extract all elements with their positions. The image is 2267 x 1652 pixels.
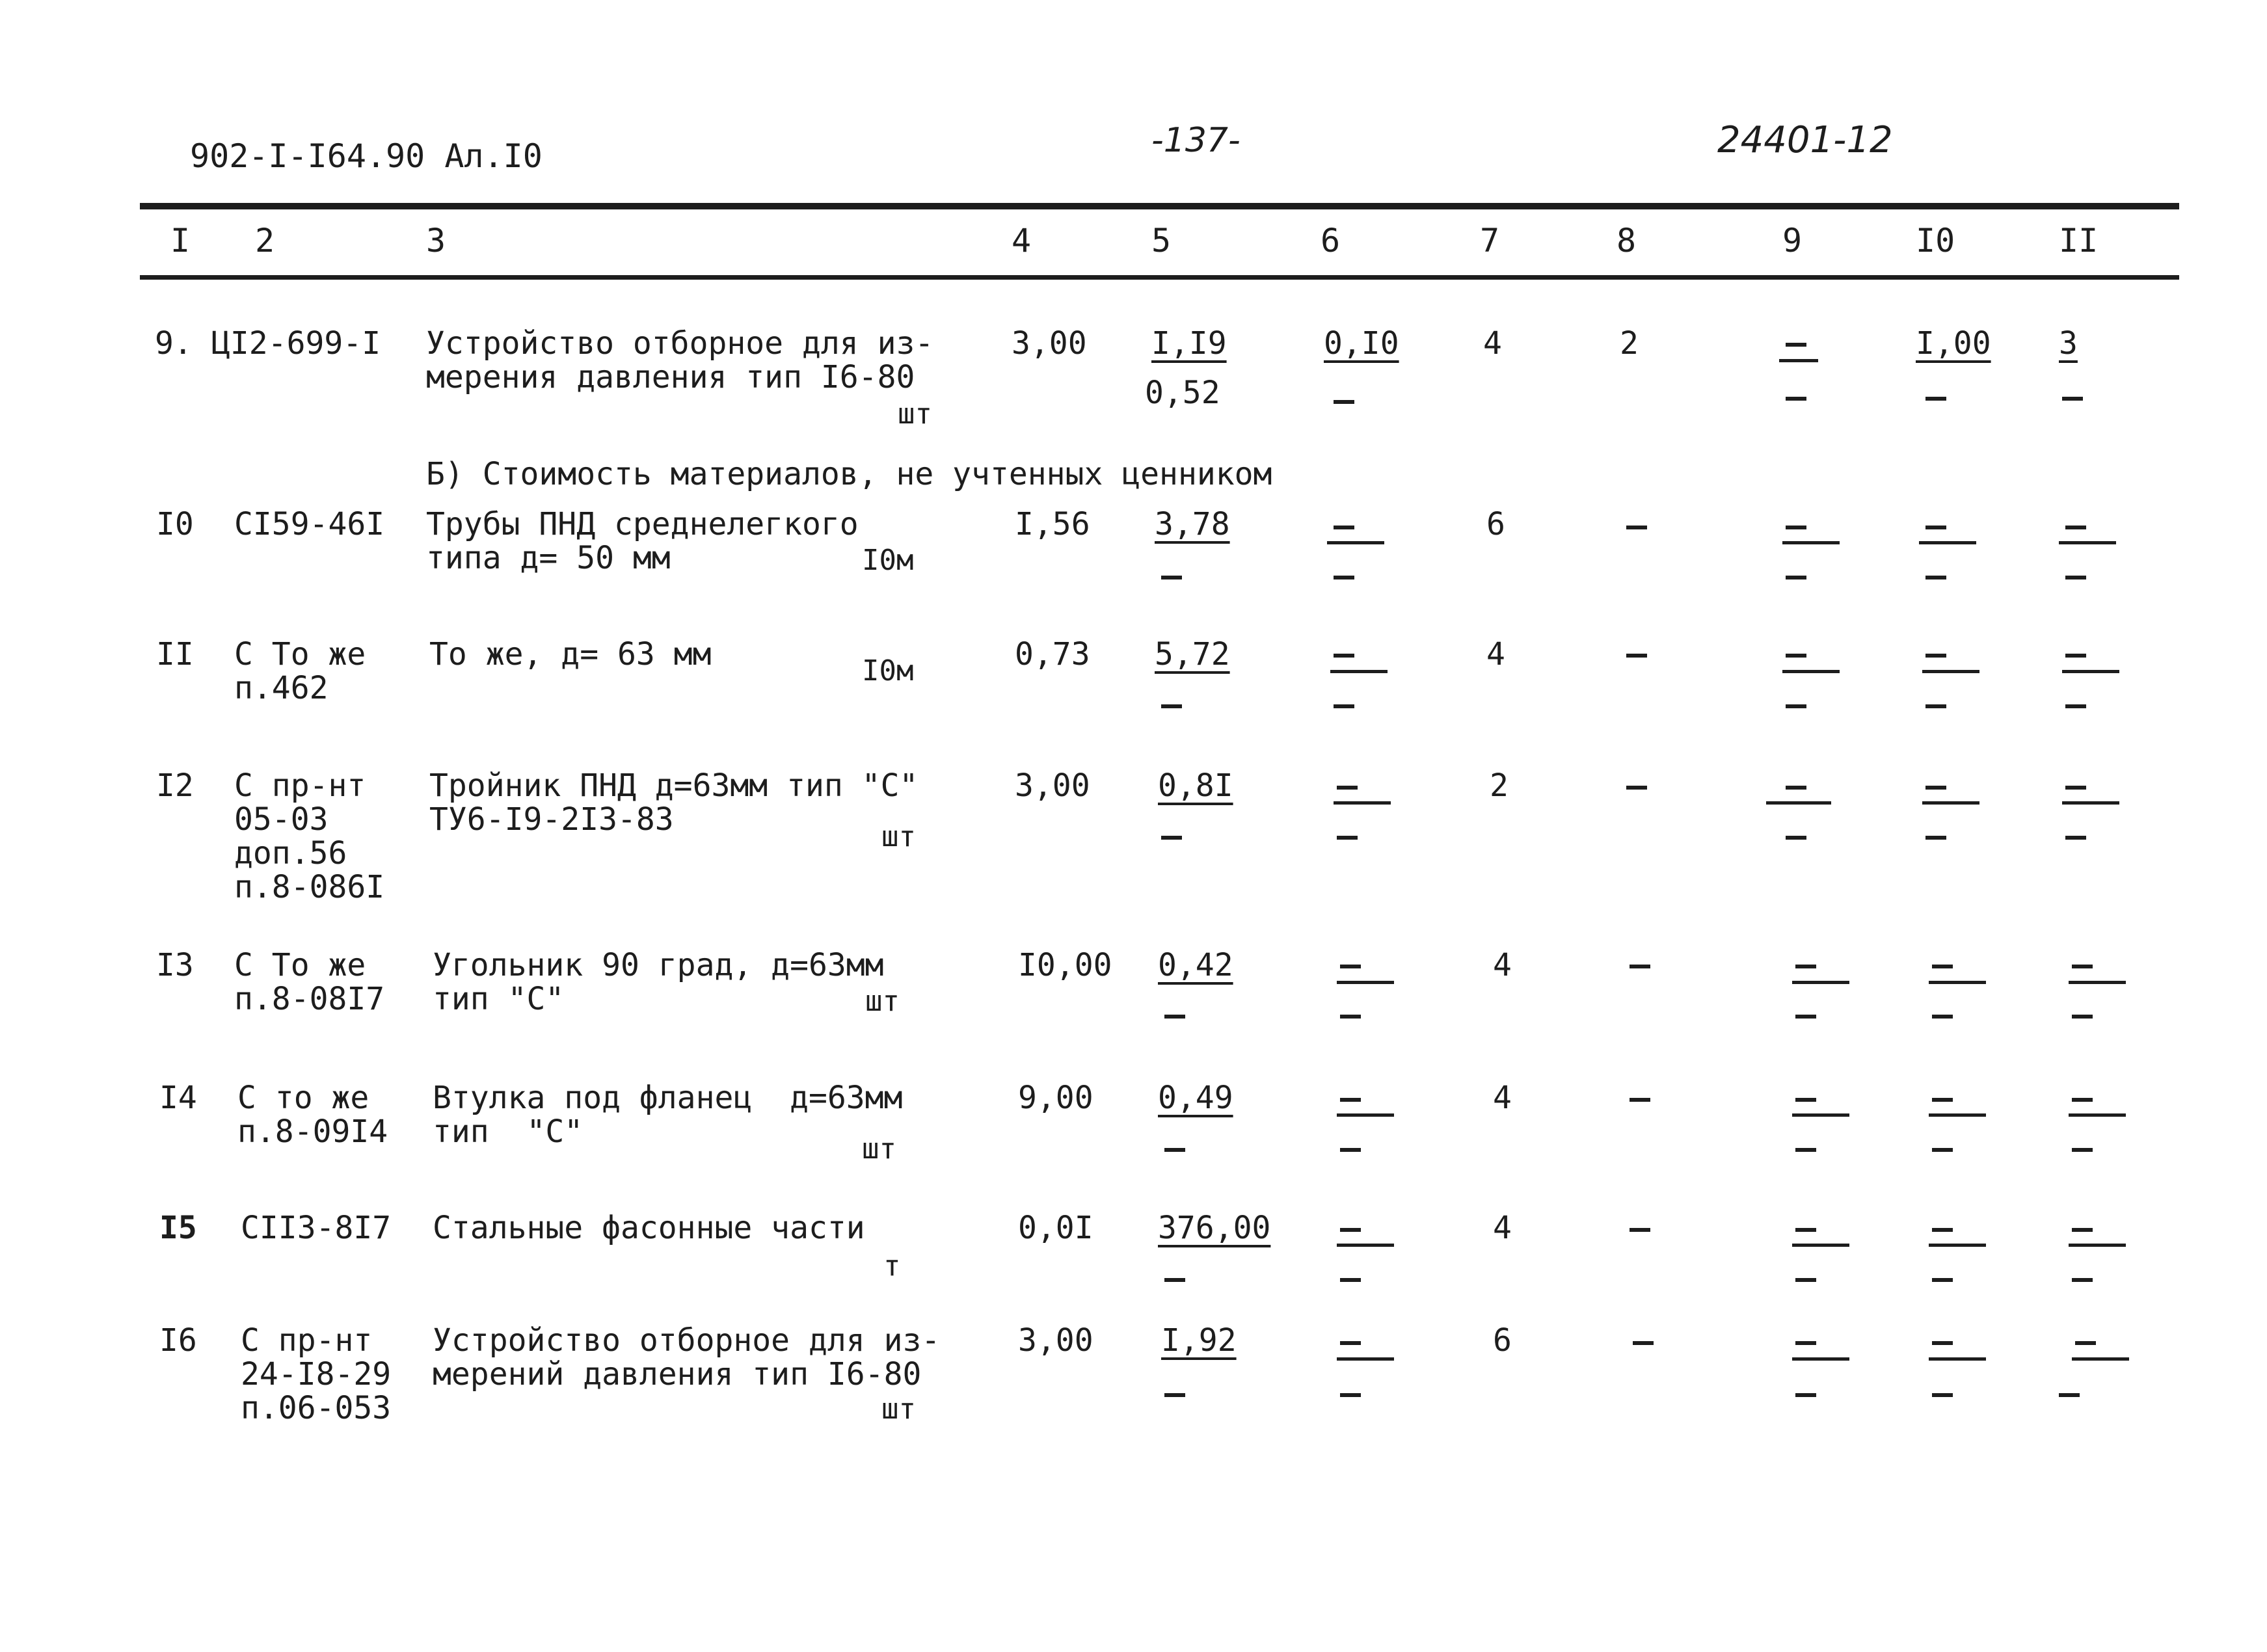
empty-underline xyxy=(1334,801,1391,805)
empty-underline xyxy=(2062,801,2119,805)
empty-dash xyxy=(2062,397,2083,401)
empty-dash xyxy=(1340,1278,1361,1282)
row-name: Устройство отборное для из- мерения давления тип I6-80 xyxy=(426,325,934,395)
row-name: Угольник 90 град, д=63мм тип "С" xyxy=(433,947,884,1017)
empty-dash xyxy=(1932,1228,1953,1232)
empty-dash xyxy=(1786,526,1806,529)
row-col4: 9,00 xyxy=(1018,1080,1093,1116)
empty-dash xyxy=(1795,1098,1816,1102)
empty-underline xyxy=(1922,801,1979,805)
row-col4: 0,73 xyxy=(1015,636,1090,673)
column-header-8: 8 xyxy=(1616,222,1637,260)
row-unit: I0м xyxy=(862,544,914,577)
empty-dash xyxy=(2065,654,2086,658)
empty-dash xyxy=(1932,1098,1953,1102)
table-header-rule xyxy=(140,275,2179,280)
empty-dash xyxy=(1334,400,1354,404)
empty-underline xyxy=(1337,1113,1394,1117)
row-col5-top: 0,42 xyxy=(1158,947,1233,983)
row-col7: 6 xyxy=(1493,1322,1512,1359)
row-col5-top: 5,72 xyxy=(1155,636,1230,673)
row-unit: I0м xyxy=(862,654,914,687)
empty-underline xyxy=(1922,670,1979,673)
row-col8: 2 xyxy=(1620,325,1639,362)
empty-dash xyxy=(1932,1341,1953,1345)
row-number: II xyxy=(156,636,194,673)
empty-underline xyxy=(1766,801,1831,805)
empty-underline xyxy=(2072,1357,2129,1361)
row-col4: 0,0I xyxy=(1018,1210,1093,1246)
empty-dash xyxy=(1795,1278,1816,1282)
column-header-1: I xyxy=(170,222,191,260)
empty-dash xyxy=(1786,397,1806,401)
document-code: 902-I-I64.90 Ал.I0 xyxy=(190,137,543,175)
empty-underline xyxy=(2062,670,2119,673)
empty-dash xyxy=(1164,1148,1185,1152)
row-col7: 4 xyxy=(1486,636,1505,673)
empty-dash xyxy=(1925,704,1946,708)
empty-dash xyxy=(1925,836,1946,840)
row-unit: шт xyxy=(862,1132,896,1166)
empty-dash xyxy=(1925,526,1946,529)
row-col6-top: 0,I0 xyxy=(1324,325,1399,362)
table-top-rule xyxy=(140,203,2179,209)
row-code: CI59-46I xyxy=(234,506,385,542)
empty-dash xyxy=(1925,397,1946,401)
empty-dash xyxy=(1337,836,1358,840)
empty-dash xyxy=(1337,786,1358,790)
empty-underline xyxy=(2069,1113,2126,1117)
row-col5-top: 0,8I xyxy=(1158,767,1233,804)
row-col7: 2 xyxy=(1490,767,1509,804)
row-code: ЦI2-699-I xyxy=(211,325,381,362)
empty-dash xyxy=(1786,786,1806,790)
page-number: -137- xyxy=(1151,121,1241,160)
empty-dash xyxy=(1630,1228,1650,1232)
empty-underline xyxy=(1929,1357,1986,1361)
empty-dash xyxy=(2072,1278,2093,1282)
empty-dash xyxy=(1786,836,1806,840)
column-header-10: I0 xyxy=(1916,222,1955,260)
row-name: Тройник ПНД д=63мм тип "С" ТУ6-I9-2I3-83 xyxy=(429,767,919,838)
row-col5-top: 376,00 xyxy=(1158,1210,1271,1246)
row-col4: 3,00 xyxy=(1015,767,1090,804)
empty-dash xyxy=(1932,1278,1953,1282)
empty-underline xyxy=(1337,981,1394,984)
empty-underline xyxy=(1792,1244,1849,1247)
empty-dash xyxy=(1626,526,1647,529)
empty-dash xyxy=(1161,704,1182,708)
empty-dash xyxy=(1334,526,1354,529)
empty-underline xyxy=(1782,670,1840,673)
row-col5-top: 0,49 xyxy=(1158,1080,1233,1116)
empty-underline xyxy=(1929,1244,1986,1247)
empty-dash xyxy=(1340,1228,1361,1232)
column-header-4: 4 xyxy=(1012,222,1032,260)
row-col4: 3,00 xyxy=(1018,1322,1093,1359)
row-name: Устройство отборное для из- мерений давления тип I6-80 xyxy=(433,1322,941,1392)
column-header-9: 9 xyxy=(1782,222,1803,260)
empty-underline xyxy=(2069,981,2126,984)
row-name: Трубы ПНД среднелегкого типа д= 50 мм xyxy=(426,506,859,576)
empty-underline xyxy=(1792,981,1849,984)
empty-dash xyxy=(1795,1341,1816,1345)
row-code: С То же п.8-08I7 xyxy=(234,947,385,1017)
row-code: С пр-нт 05-03 доп.56 п.8-086I xyxy=(234,767,385,905)
empty-dash xyxy=(1932,1148,1953,1152)
empty-dash xyxy=(1340,1341,1361,1345)
row-number: I3 xyxy=(156,947,194,983)
row-code: С пр-нт 24-I8-29 п.06-053 xyxy=(241,1322,392,1426)
column-header-11: II xyxy=(2059,222,2099,260)
empty-dash xyxy=(2072,965,2093,968)
empty-underline xyxy=(1327,541,1384,544)
empty-dash xyxy=(1340,965,1361,968)
row-number: I4 xyxy=(159,1080,197,1116)
empty-dash xyxy=(1932,965,1953,968)
empty-dash xyxy=(2072,1228,2093,1232)
row-name: То же, д= 63 мм xyxy=(429,636,712,673)
empty-underline xyxy=(1792,1357,1849,1361)
empty-underline xyxy=(1929,981,1986,984)
column-header-2: 2 xyxy=(255,222,275,260)
empty-dash xyxy=(1932,1015,1953,1019)
row-col4: I0,00 xyxy=(1018,947,1112,983)
row-col7: 6 xyxy=(1486,506,1505,542)
row-col4: 3,00 xyxy=(1012,325,1087,362)
row-col5-top: I,I9 xyxy=(1151,325,1227,362)
row-col4: I,56 xyxy=(1015,506,1090,542)
empty-underline xyxy=(1792,1113,1849,1117)
row-number: I0 xyxy=(156,506,194,542)
empty-dash xyxy=(2072,1098,2093,1102)
row-col5-bottom: 0,52 xyxy=(1145,375,1220,411)
row-col11-top: 3 xyxy=(2059,325,2078,362)
empty-underline xyxy=(1337,1244,1394,1247)
empty-dash xyxy=(1334,654,1354,658)
row-unit: шт xyxy=(865,985,900,1018)
row-col7: 4 xyxy=(1493,947,1512,983)
row-unit: т xyxy=(883,1249,901,1283)
row-unit: шт xyxy=(881,820,916,853)
row-number: I5 xyxy=(159,1210,197,1246)
row-number: 9. xyxy=(155,325,193,362)
empty-underline xyxy=(1919,541,1976,544)
row-code: CII3-8I7 xyxy=(241,1210,392,1246)
empty-dash xyxy=(1795,1015,1816,1019)
empty-dash xyxy=(1334,704,1354,708)
column-header-5: 5 xyxy=(1151,222,1172,260)
empty-dash xyxy=(2065,576,2086,580)
row-name: Стальные фасонные части xyxy=(433,1210,865,1246)
empty-dash xyxy=(1932,1393,1953,1397)
empty-underline xyxy=(2059,541,2116,544)
empty-dash xyxy=(1786,704,1806,708)
empty-underline xyxy=(2069,1244,2126,1247)
empty-dash xyxy=(1334,576,1354,580)
row-col7: 4 xyxy=(1493,1210,1512,1246)
empty-dash xyxy=(1786,343,1806,347)
empty-dash xyxy=(2065,526,2086,529)
empty-dash xyxy=(1795,965,1816,968)
column-header-6: 6 xyxy=(1321,222,1341,260)
empty-dash xyxy=(1925,576,1946,580)
row-number: I6 xyxy=(159,1322,197,1359)
empty-dash xyxy=(1626,786,1647,790)
empty-underline xyxy=(1779,359,1818,362)
empty-dash xyxy=(2075,1341,2096,1345)
empty-dash xyxy=(1164,1393,1185,1397)
column-header-7: 7 xyxy=(1480,222,1500,260)
row-col5-top: I,92 xyxy=(1161,1322,1237,1359)
empty-dash xyxy=(1925,786,1946,790)
empty-dash xyxy=(1786,576,1806,580)
empty-dash xyxy=(1161,836,1182,840)
empty-dash xyxy=(1340,1098,1361,1102)
document-number: 24401-12 xyxy=(1717,119,1893,161)
row-code: С то же п.8-09I4 xyxy=(237,1080,388,1150)
empty-underline xyxy=(1929,1113,1986,1117)
empty-dash xyxy=(1925,654,1946,658)
row-col10-top: I,00 xyxy=(1916,325,1991,362)
column-header-3: 3 xyxy=(426,222,446,260)
section-title: Б) Стоимость материалов, не учтенных ценником xyxy=(426,456,1272,492)
empty-dash xyxy=(1626,654,1647,658)
empty-dash xyxy=(2072,1015,2093,1019)
empty-dash xyxy=(2065,786,2086,790)
empty-underline xyxy=(1782,541,1840,544)
row-code: С То же п.462 xyxy=(234,636,366,706)
row-col7: 4 xyxy=(1493,1080,1512,1116)
empty-underline xyxy=(1330,670,1388,673)
empty-dash xyxy=(1164,1015,1185,1019)
empty-dash xyxy=(2065,836,2086,840)
empty-dash xyxy=(1633,1341,1654,1345)
empty-dash xyxy=(1161,576,1182,580)
empty-dash xyxy=(2059,1393,2080,1397)
empty-dash xyxy=(1630,1098,1650,1102)
empty-dash xyxy=(1630,965,1650,968)
empty-dash xyxy=(1340,1015,1361,1019)
empty-dash xyxy=(1795,1228,1816,1232)
empty-dash xyxy=(1340,1393,1361,1397)
empty-dash xyxy=(1786,654,1806,658)
row-unit: шт xyxy=(898,397,932,431)
row-number: I2 xyxy=(156,767,194,804)
empty-dash xyxy=(2065,704,2086,708)
row-col7: 4 xyxy=(1483,325,1502,362)
empty-dash xyxy=(1164,1278,1185,1282)
row-unit: шт xyxy=(881,1392,916,1426)
empty-underline xyxy=(1337,1357,1394,1361)
row-col5-top: 3,78 xyxy=(1155,506,1230,542)
empty-dash xyxy=(1795,1148,1816,1152)
empty-dash xyxy=(2072,1148,2093,1152)
empty-dash xyxy=(1340,1148,1361,1152)
row-name: Втулка под фланец д=63мм тип "С" xyxy=(433,1080,903,1150)
empty-dash xyxy=(1795,1393,1816,1397)
